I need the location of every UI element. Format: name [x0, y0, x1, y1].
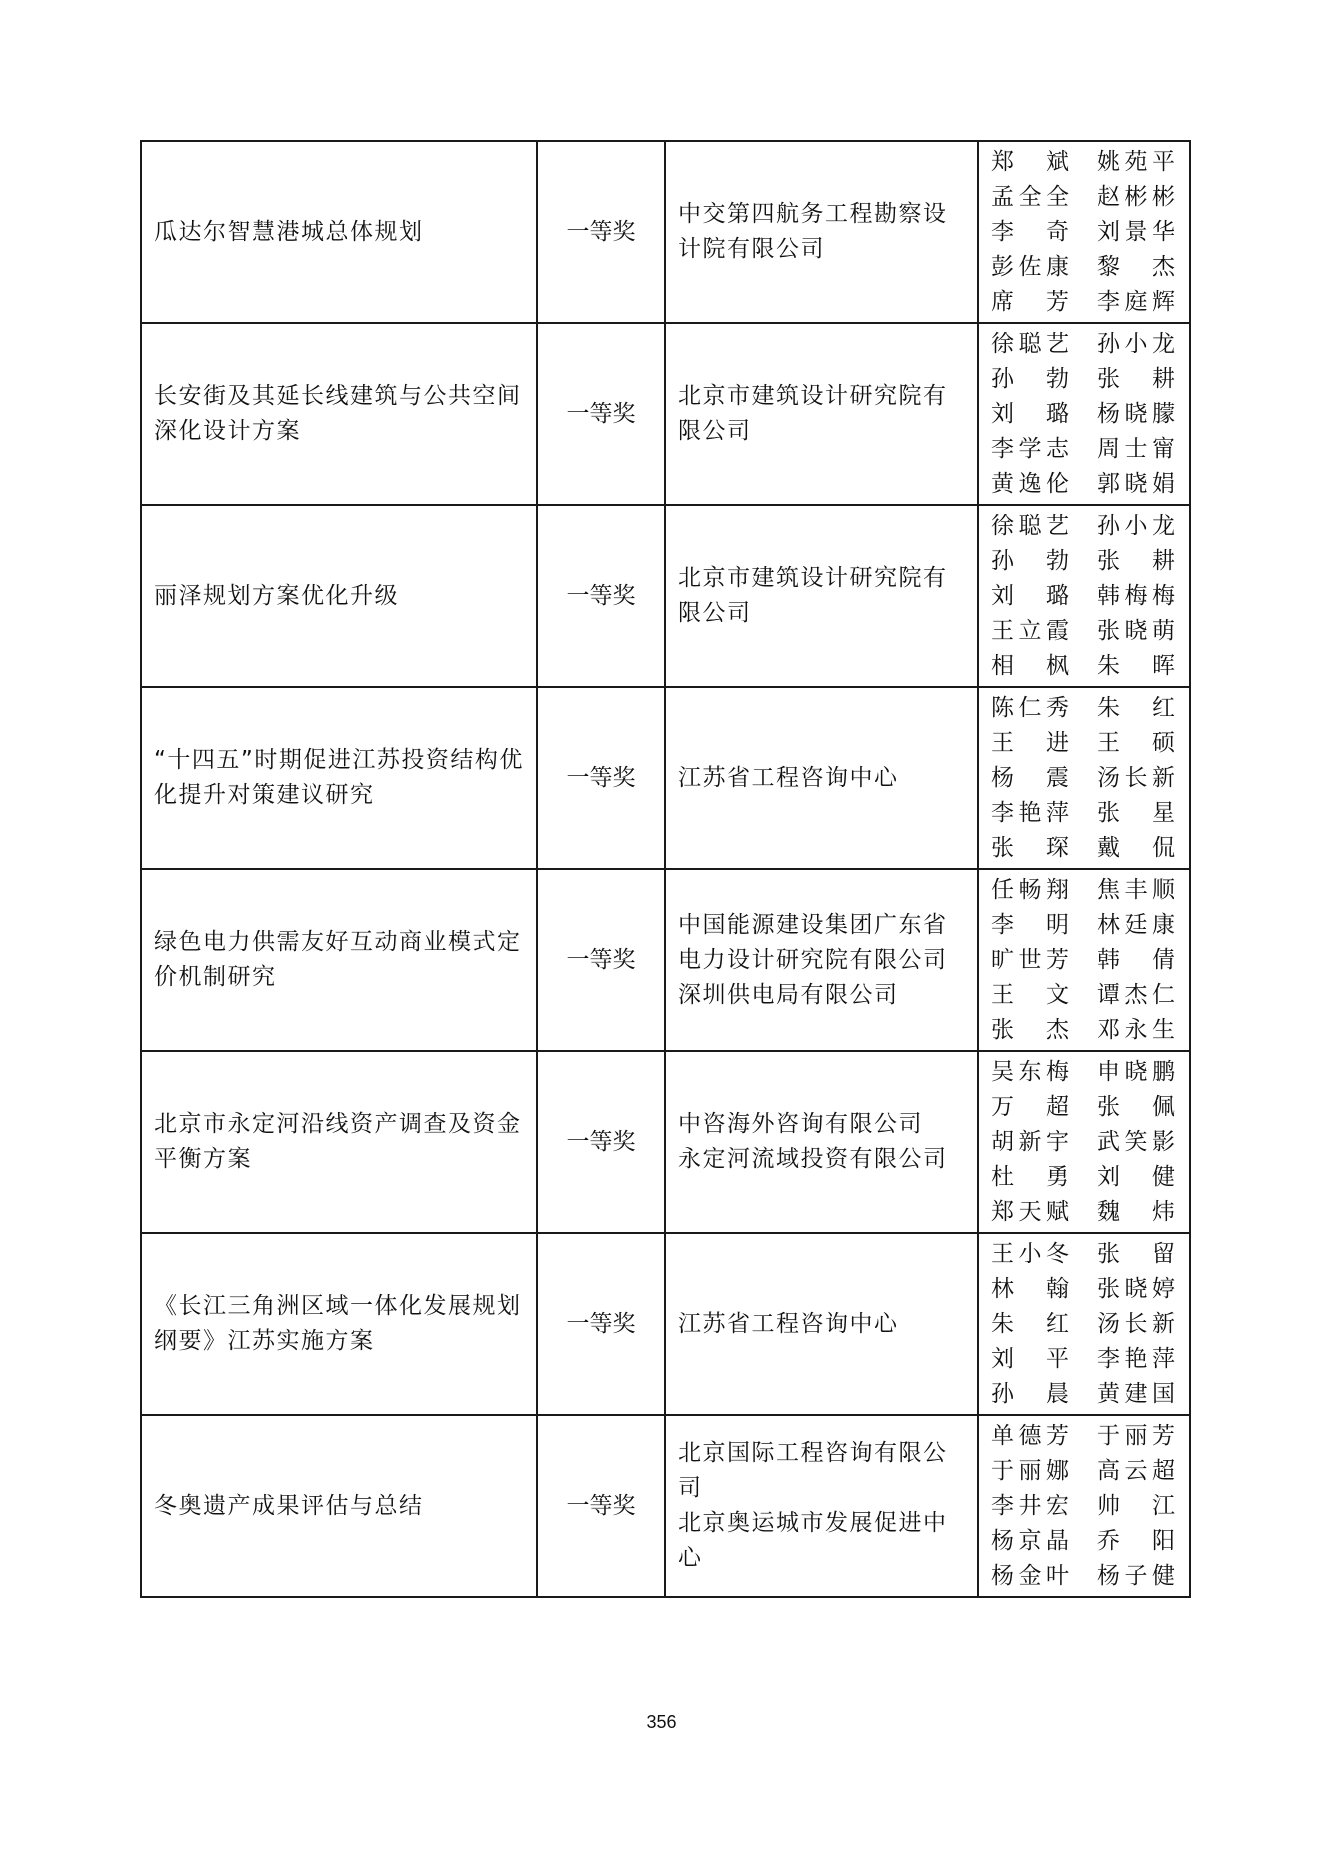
- contributor-name: 朱 红: [991, 1310, 1069, 1337]
- contributor-pair: [991, 327, 1175, 362]
- contributor-pair: [991, 1013, 1175, 1048]
- contributor-name: 黄逸伦: [991, 470, 1069, 497]
- contributors-cell: [978, 869, 1190, 1051]
- contributor-name: 李井宏: [991, 1492, 1069, 1519]
- contributor-pair: [991, 649, 1175, 684]
- award-table: [140, 140, 1191, 1598]
- organization-cell: [665, 1415, 978, 1597]
- contributor-pair: [991, 691, 1175, 726]
- contributor-name: 单德芳: [991, 1422, 1069, 1449]
- contributor-name: 杨晓朦: [1097, 400, 1175, 427]
- organization-name: 江苏省工程咨询中心: [678, 764, 899, 791]
- contributor-pair: [991, 180, 1175, 215]
- project-name-cell: 冬奥遗产成果评估与总结: [141, 1415, 537, 1597]
- project-name-cell: 长安街及其延长线建筑与公共空间深化设计方案: [141, 323, 537, 505]
- contributor-name: 韩 倩: [1097, 946, 1175, 973]
- contributor-pair: [991, 1307, 1175, 1342]
- contributor-pair: [991, 831, 1175, 866]
- contributor-name: 于丽娜: [991, 1457, 1069, 1484]
- contributors-cell: [978, 323, 1190, 505]
- table-row: [141, 1051, 1190, 1233]
- contributor-pair: [991, 873, 1175, 908]
- contributor-name: 刘 健: [1097, 1163, 1175, 1190]
- award-level-cell: 一等奖: [537, 1233, 665, 1415]
- contributor-name: 赵彬彬: [1097, 183, 1175, 210]
- contributor-name: 张 耕: [1097, 365, 1175, 392]
- contributor-name: 相 枫: [991, 652, 1069, 679]
- contributor-pair: [991, 467, 1175, 502]
- contributor-name: 张 佩: [1097, 1093, 1175, 1120]
- contributor-name: 孙 晨: [991, 1380, 1069, 1407]
- contributor-name: 王小冬: [991, 1240, 1069, 1267]
- contributor-name: 张 耕: [1097, 547, 1175, 574]
- contributor-name: 李 明: [991, 911, 1069, 938]
- organization-name: 北京国际工程咨询有限公司: [678, 1440, 948, 1501]
- organization-cell: [665, 687, 978, 869]
- contributor-name: 黄建国: [1097, 1380, 1175, 1407]
- table-row: [141, 323, 1190, 505]
- organization-cell: [665, 1051, 978, 1233]
- contributor-name: 刘 璐: [991, 400, 1069, 427]
- contributor-name: 杨子健: [1097, 1562, 1175, 1589]
- contributor-pair: [991, 908, 1175, 943]
- contributor-name: 朱 晖: [1097, 652, 1175, 679]
- contributor-pair: [991, 579, 1175, 614]
- contributor-pair: [991, 796, 1175, 831]
- contributor-name: 谭杰仁: [1097, 981, 1175, 1008]
- contributor-name: 汤长新: [1097, 764, 1175, 791]
- contributor-name: 王 进: [991, 729, 1069, 756]
- contributor-name: 陈仁秀: [991, 694, 1069, 721]
- contributor-pair: [991, 145, 1175, 180]
- contributor-name: 张晓萌: [1097, 617, 1175, 644]
- organization-cell: [665, 323, 978, 505]
- organization-name: 深圳供电局有限公司: [678, 981, 899, 1008]
- contributor-pair: [991, 397, 1175, 432]
- contributor-name: 林 翰: [991, 1275, 1069, 1302]
- contributor-name: 帅 江: [1097, 1492, 1175, 1519]
- contributor-name: 孙小龙: [1097, 330, 1175, 357]
- contributor-pair: [991, 726, 1175, 761]
- contributor-name: 姚苑平: [1097, 148, 1175, 175]
- contributor-name: 李庭辉: [1097, 288, 1175, 315]
- contributor-name: 汤长新: [1097, 1310, 1175, 1337]
- contributor-name: 朱 红: [1097, 694, 1175, 721]
- contributor-pair: [991, 285, 1175, 320]
- organization-name: 江苏省工程咨询中心: [678, 1310, 899, 1337]
- contributor-pair: [991, 1342, 1175, 1377]
- contributor-name: 邓永生: [1097, 1016, 1175, 1043]
- contributor-name: 李 奇: [991, 218, 1069, 245]
- table-row: [141, 687, 1190, 869]
- contributor-name: 林廷康: [1097, 911, 1175, 938]
- table-row: [141, 1233, 1190, 1415]
- contributor-pair: [991, 1125, 1175, 1160]
- award-level-cell: 一等奖: [537, 1415, 665, 1597]
- contributor-name: 孙小龙: [1097, 512, 1175, 539]
- award-level-cell: 一等奖: [537, 1051, 665, 1233]
- contributor-name: 张 琛: [991, 834, 1069, 861]
- table-row: [141, 1415, 1190, 1597]
- project-name-cell: 瓜达尔智慧港城总体规划: [141, 141, 537, 323]
- organization-cell: [665, 141, 978, 323]
- contributor-name: 万 超: [991, 1093, 1069, 1120]
- table-row: [141, 505, 1190, 687]
- contributor-pair: [991, 1090, 1175, 1125]
- project-name-cell: 北京市永定河沿线资产调查及资金平衡方案: [141, 1051, 537, 1233]
- table-row: [141, 869, 1190, 1051]
- contributor-name: 刘景华: [1097, 218, 1175, 245]
- contributor-name: 张 留: [1097, 1240, 1175, 1267]
- contributor-pair: [991, 544, 1175, 579]
- contributor-pair: [991, 1377, 1175, 1412]
- award-level-cell: 一等奖: [537, 141, 665, 323]
- contributor-name: 刘 璐: [991, 582, 1069, 609]
- contributor-name: 韩梅梅: [1097, 582, 1175, 609]
- contributor-name: 彭佐康: [991, 253, 1069, 280]
- contributor-name: 刘 平: [991, 1345, 1069, 1372]
- contributors-cell: [978, 141, 1190, 323]
- contributor-pair: [991, 1454, 1175, 1489]
- contributor-name: 席 芳: [991, 288, 1069, 315]
- contributor-name: 郭晓娟: [1097, 470, 1175, 497]
- table-row: [141, 141, 1190, 323]
- contributor-pair: [991, 1272, 1175, 1307]
- contributor-name: 李艳萍: [1097, 1345, 1175, 1372]
- contributors-cell: [978, 687, 1190, 869]
- organization-name: 北京市建筑设计研究院有限公司: [678, 565, 948, 626]
- contributor-name: 杜 勇: [991, 1163, 1069, 1190]
- project-name-cell: 丽泽规划方案优化升级: [141, 505, 537, 687]
- award-level-cell: 一等奖: [537, 869, 665, 1051]
- contributor-name: 吴东梅: [991, 1058, 1069, 1085]
- project-name-cell: 绿色电力供需友好互动商业模式定价机制研究: [141, 869, 537, 1051]
- contributor-name: 戴 侃: [1097, 834, 1175, 861]
- contributor-pair: [991, 432, 1175, 467]
- contributor-name: 高云超: [1097, 1457, 1175, 1484]
- organization-cell: [665, 869, 978, 1051]
- award-level-cell: 一等奖: [537, 505, 665, 687]
- organization-cell: [665, 1233, 978, 1415]
- contributor-name: 周士甯: [1097, 435, 1175, 462]
- contributor-name: 张晓婷: [1097, 1275, 1175, 1302]
- contributor-name: 旷世芳: [991, 946, 1069, 973]
- contributor-pair: [991, 1055, 1175, 1090]
- project-name-cell: 《长江三角洲区域一体化发展规划纲要》江苏实施方案: [141, 1233, 537, 1415]
- contributor-name: 胡新宇: [991, 1128, 1069, 1155]
- organization-name: 中咨海外咨询有限公司: [678, 1111, 923, 1137]
- contributor-name: 李学志: [991, 435, 1069, 462]
- organization-name: 北京市建筑设计研究院有限公司: [678, 383, 948, 444]
- project-name-cell: “十四五”时期促进江苏投资结构优化提升对策建议研究: [141, 687, 537, 869]
- award-level-cell: 一等奖: [537, 687, 665, 869]
- organization-name: 永定河流域投资有限公司: [678, 1146, 948, 1172]
- organization-name: 中国能源建设集团广东省电力设计研究院有限公司: [678, 911, 948, 973]
- contributor-name: 孟全全: [991, 183, 1069, 210]
- contributor-pair: [991, 1559, 1175, 1594]
- contributor-pair: [991, 614, 1175, 649]
- contributor-pair: [991, 978, 1175, 1013]
- contributor-pair: [991, 1160, 1175, 1195]
- contributor-name: 孙 勃: [991, 547, 1069, 574]
- contributor-name: 徐聪艺: [991, 512, 1069, 539]
- contributor-pair: [991, 509, 1175, 544]
- contributor-name: 王 文: [991, 981, 1069, 1008]
- contributor-name: 杨金叶: [991, 1562, 1069, 1589]
- contributor-pair: [991, 250, 1175, 285]
- contributors-cell: [978, 1415, 1190, 1597]
- contributor-name: 杨 震: [991, 764, 1069, 791]
- contributor-pair: [991, 1419, 1175, 1454]
- contributor-pair: [991, 215, 1175, 250]
- contributor-name: 徐聪艺: [991, 330, 1069, 357]
- award-table-body: [141, 141, 1190, 1597]
- organization-name: 中交第四航务工程勘察设计院有限公司: [678, 201, 948, 262]
- contributor-pair: [991, 362, 1175, 397]
- contributor-name: 张 杰: [991, 1016, 1069, 1043]
- contributors-cell: [978, 505, 1190, 687]
- contributor-name: 郑天赋: [991, 1198, 1069, 1225]
- contributor-name: 张 星: [1097, 799, 1175, 826]
- contributor-name: 魏 炜: [1097, 1198, 1175, 1225]
- contributor-pair: [991, 1489, 1175, 1524]
- contributor-name: 王 硕: [1097, 729, 1175, 756]
- contributor-name: 黎 杰: [1097, 253, 1175, 280]
- page-number: 356: [646, 1712, 677, 1732]
- contributor-name: 李艳萍: [991, 799, 1069, 826]
- organization-name: 北京奥运城市发展促进中心: [678, 1510, 948, 1571]
- award-level-cell: 一等奖: [537, 323, 665, 505]
- contributors-cell: [978, 1051, 1190, 1233]
- contributor-name: 于丽芳: [1097, 1422, 1175, 1449]
- contributor-name: 申晓鹏: [1097, 1058, 1175, 1085]
- contributor-name: 乔 阳: [1097, 1527, 1175, 1554]
- contributor-pair: [991, 1195, 1175, 1230]
- contributor-name: 王立霞: [991, 617, 1069, 644]
- contributor-name: 焦丰顺: [1097, 876, 1175, 903]
- contributor-name: 杨京晶: [991, 1527, 1069, 1554]
- contributor-pair: [991, 1524, 1175, 1559]
- contributor-name: 郑 斌: [991, 148, 1069, 175]
- contributor-name: 武笑影: [1097, 1128, 1175, 1155]
- contributor-name: 孙 勃: [991, 365, 1069, 392]
- contributor-pair: [991, 943, 1175, 978]
- contributors-cell: [978, 1233, 1190, 1415]
- organization-cell: [665, 505, 978, 687]
- contributor-pair: [991, 1237, 1175, 1272]
- contributor-name: 任畅翔: [991, 876, 1069, 903]
- contributor-pair: [991, 761, 1175, 796]
